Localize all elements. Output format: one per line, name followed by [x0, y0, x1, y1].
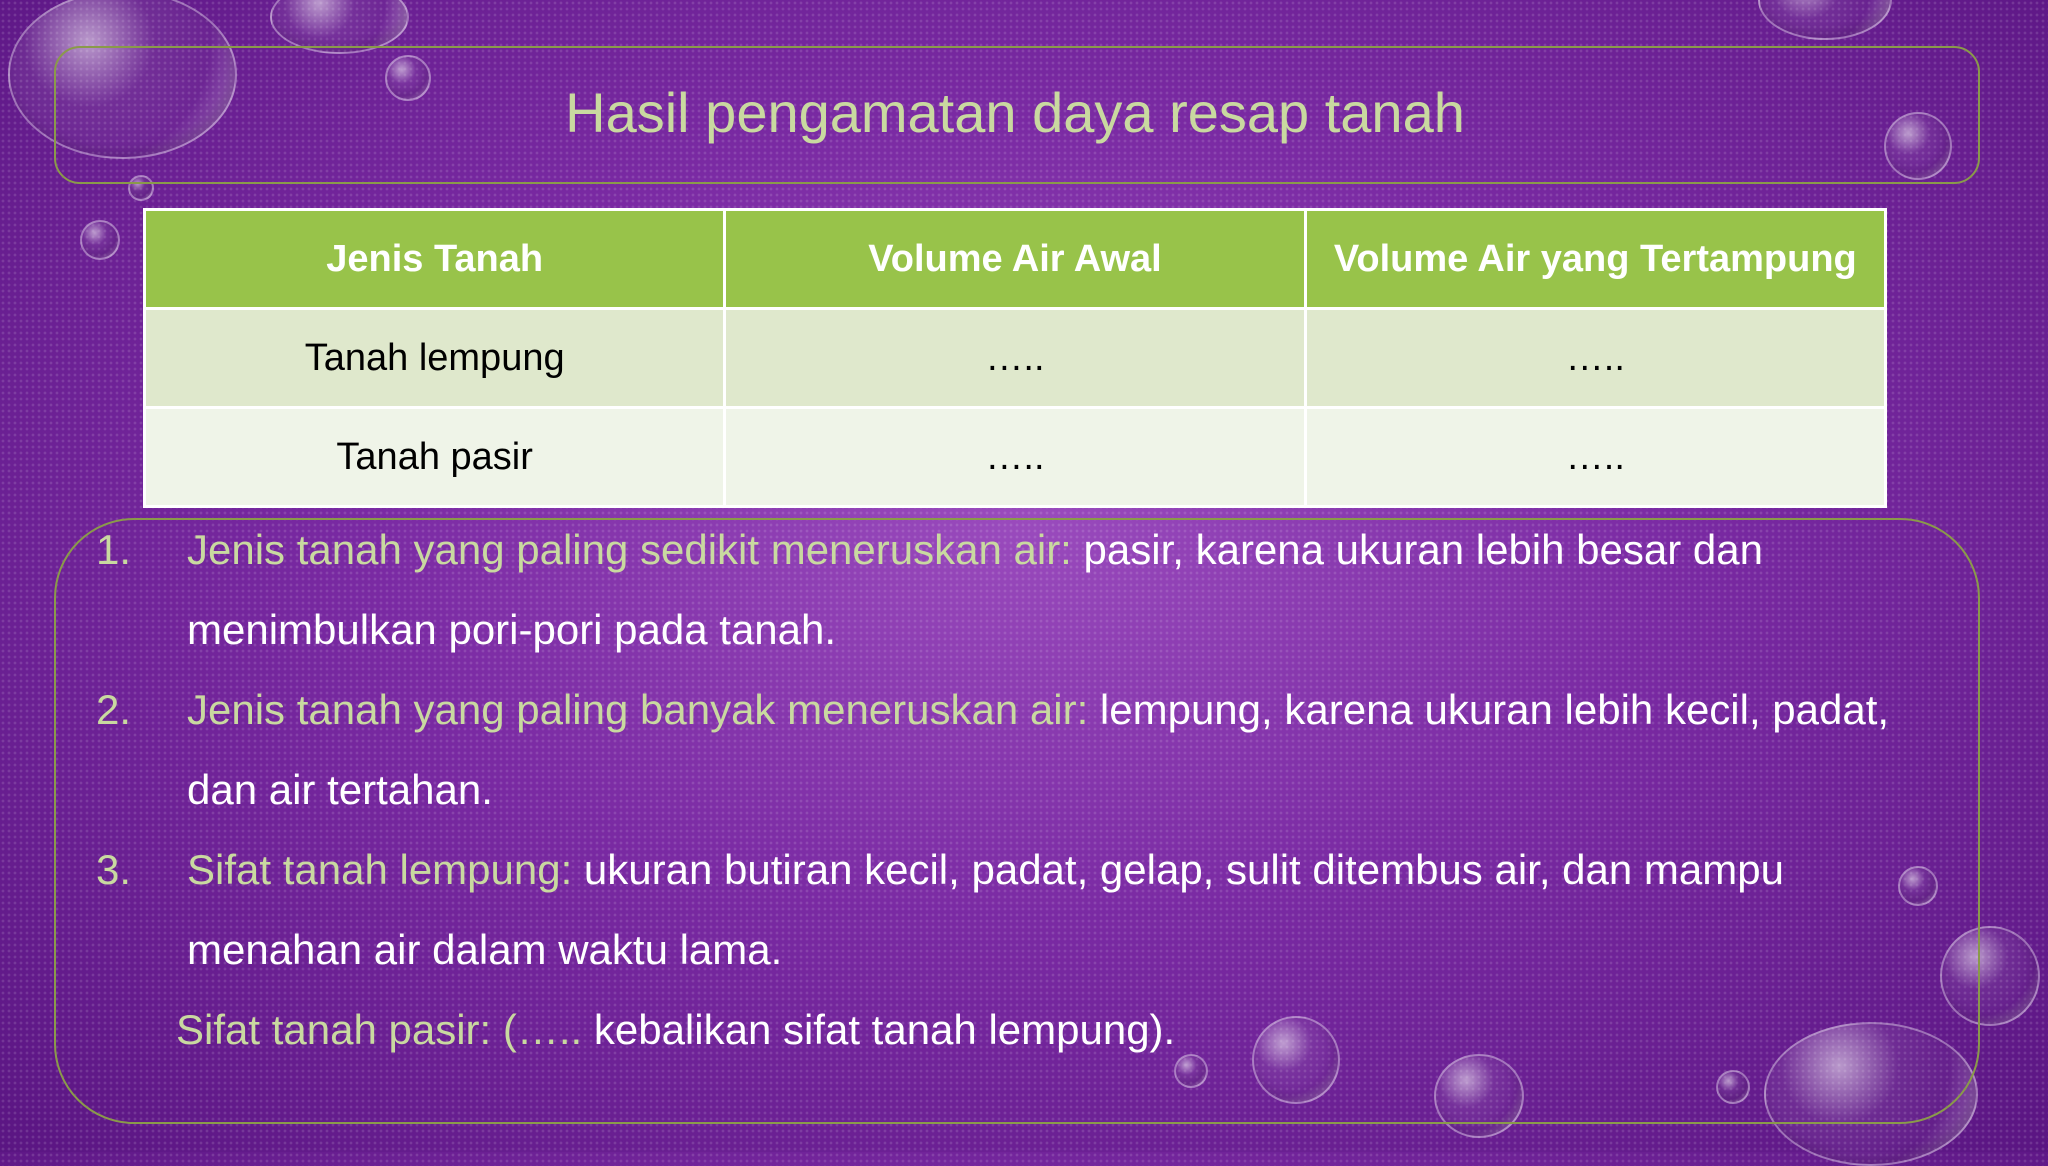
table-cell: Tanah pasir: [145, 408, 725, 507]
list-item: [96, 830, 1936, 990]
column-header: Volume Air Awal: [725, 210, 1305, 309]
item-label: Jenis tanah yang paling banyak meneruskan air:: [187, 686, 1089, 733]
table-cell: …..: [725, 309, 1305, 408]
footer-label: Sifat tanah pasir: (…..: [176, 1006, 583, 1053]
water-bubble-decoration: [1758, 0, 1892, 40]
slide-title: Hasil pengamatan daya resap tanah: [565, 81, 1465, 144]
item-text: pasir, karena ukuran lebih besar dan menimbulkan pori-pori pada tanah.: [187, 526, 1763, 653]
table-header-row: [145, 210, 1886, 309]
table-cell: …..: [1305, 309, 1885, 408]
table-cell: Tanah lempung: [145, 309, 725, 408]
item-label: Sifat tanah lempung:: [187, 846, 573, 893]
observation-table: [143, 208, 1887, 508]
item-text: ukuran butiran kecil, padat, gelap, sulit ditembus air, dan mampu menahan air dalam waktu lama.: [187, 846, 1784, 973]
footer-line: [96, 990, 1936, 1070]
water-bubble-decoration: [80, 220, 120, 260]
conclusion-list: [96, 510, 1936, 1070]
list-item: [96, 670, 1936, 830]
column-header: Volume Air yang Tertampung: [1305, 210, 1885, 309]
table-cell: …..: [1305, 408, 1885, 507]
list-item: [96, 510, 1936, 670]
table-row: [145, 309, 1886, 408]
list-number: 3.: [96, 846, 132, 893]
item-label: Jenis tanah yang paling sedikit meneruskan air:: [187, 526, 1072, 573]
list-number: 2.: [96, 686, 132, 733]
item-text: lempung, karena ukuran lebih kecil, padat, dan air tertahan.: [187, 686, 1890, 813]
column-header: Jenis Tanah: [145, 210, 725, 309]
table-cell: …..: [725, 408, 1305, 507]
table-row: [145, 408, 1886, 507]
footer-text: kebalikan sifat tanah lempung).: [582, 1006, 1176, 1053]
list-number: 1.: [96, 526, 132, 573]
